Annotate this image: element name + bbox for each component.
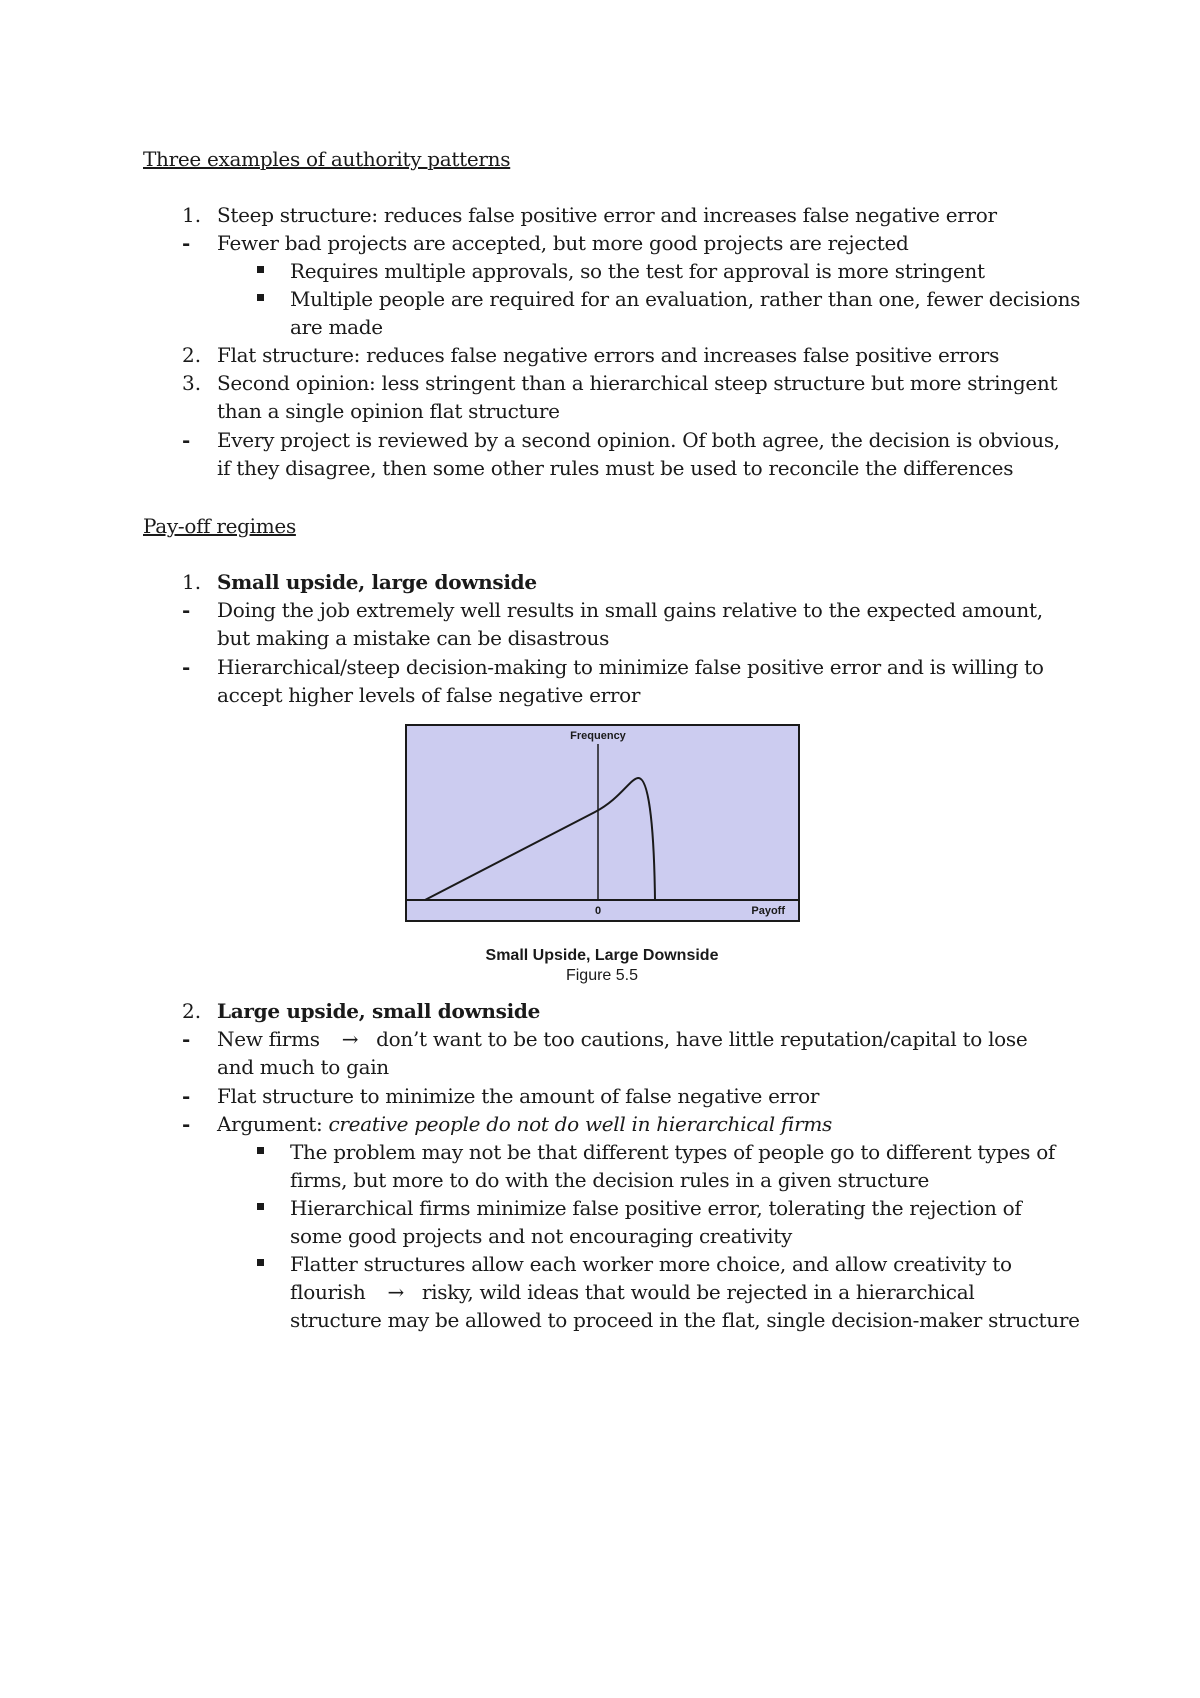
dash-item-cont: accept higher levels of false negative error — [217, 683, 641, 707]
list-item-title: Small upside, large downside — [217, 570, 537, 594]
sub-bullet-item-cont — [290, 1278, 974, 1306]
dash-item: Doing the job extremely well results in small gains relative to the expected amount, — [217, 598, 1043, 622]
square-bullet-icon — [257, 1203, 264, 1210]
flourish-text: flourish — [290, 1280, 366, 1304]
dash-bullet: - — [182, 231, 191, 255]
dash-item: Every project is reviewed by a second opinion. Of both agree, the decision is obvious, — [217, 428, 1060, 452]
dash-bullet: - — [182, 655, 191, 679]
section-heading-authority: Three examples of authority patterns — [143, 147, 511, 171]
list-item-title: Large upside, small downside — [217, 999, 541, 1023]
sub-bullet-item: Flatter structures allow each worker more choice, and allow creativity to — [290, 1252, 1012, 1276]
square-bullet-icon — [257, 266, 264, 273]
list-number: 2. — [182, 999, 202, 1023]
sub-bullet-item: The problem may not be that different types of people go to different types of — [290, 1140, 1056, 1164]
argument-italic: creative people do not do well in hierarchical firms — [328, 1112, 832, 1136]
list-number: 1. — [182, 203, 202, 227]
square-bullet-icon — [257, 1147, 264, 1154]
dash-item — [217, 1025, 1027, 1053]
dash-item: Hierarchical/steep decision-making to minimize false positive error and is willing to — [217, 655, 1044, 679]
list-item-steep: Steep structure: reduces false positive error and increases false negative error — [217, 203, 997, 227]
square-bullet-icon — [257, 1259, 264, 1266]
dash-bullet: - — [182, 1027, 191, 1051]
figure-caption-title: Small Upside, Large Downside — [485, 947, 719, 964]
arrow-icon: → — [341, 1027, 359, 1051]
zero-tick-label: 0 — [594, 905, 602, 917]
dash-item-cont: and much to gain — [217, 1055, 389, 1079]
sub-bullet-item: Multiple people are required for an evaluation, rather than one, fewer decisions — [290, 287, 1081, 311]
dash-item — [217, 1110, 832, 1138]
dash-item: Fewer bad projects are accepted, but more good projects are rejected — [217, 231, 909, 255]
list-number: 3. — [182, 371, 202, 395]
dash-item-cont: but making a mistake can be disastrous — [217, 626, 610, 650]
list-number: 1. — [182, 570, 202, 594]
sub-bullet-item-cont: some good projects and not encouraging creativity — [290, 1224, 792, 1248]
list-number: 2. — [182, 343, 202, 367]
list-item-second-opinion: Second opinion: less stringent than a hierarchical steep structure but more stringent — [217, 371, 1058, 395]
flourish-detail: risky, wild ideas that would be rejected in a hierarchical — [421, 1280, 975, 1304]
x-axis-label: Payoff — [751, 905, 785, 917]
y-axis-label: Frequency — [570, 730, 626, 742]
payoff-figure — [405, 724, 801, 924]
sub-bullet-item-cont: structure may be allowed to proceed in the flat, single decision-maker structure — [290, 1308, 1080, 1332]
figure-caption-number: Figure 5.5 — [565, 967, 639, 984]
square-bullet-icon — [257, 294, 264, 301]
dash-bullet: - — [182, 1084, 191, 1108]
dash-bullet: - — [182, 598, 191, 622]
list-item-second-opinion-cont: than a single opinion flat structure — [217, 399, 560, 423]
dash-bullet: - — [182, 1112, 191, 1136]
sub-bullet-item: Requires multiple approvals, so the test for approval is more stringent — [290, 259, 985, 283]
arrow-icon: → — [387, 1280, 404, 1304]
argument-prefix: Argument: — [217, 1112, 329, 1136]
dash-item-cont: if they disagree, then some other rules must be used to reconcile the differences — [217, 456, 1014, 480]
new-firms-detail: don’t want to be too cautions, have little reputation/capital to lose — [376, 1027, 1028, 1051]
dash-bullet: - — [182, 428, 191, 452]
sub-bullet-item-cont: firms, but more to do with the decision rules in a given structure — [290, 1168, 930, 1192]
section-heading-payoff: Pay-off regimes — [143, 514, 296, 538]
list-item-flat: Flat structure: reduces false negative errors and increases false positive errors — [217, 343, 1000, 367]
dash-item: Flat structure to minimize the amount of false negative error — [217, 1084, 820, 1108]
new-firms-text: New firms — [217, 1027, 320, 1051]
figure-background — [406, 725, 799, 921]
sub-bullet-item: Hierarchical firms minimize false positive error, tolerating the rejection of — [290, 1196, 1022, 1220]
sub-bullet-item-cont: are made — [290, 315, 383, 339]
